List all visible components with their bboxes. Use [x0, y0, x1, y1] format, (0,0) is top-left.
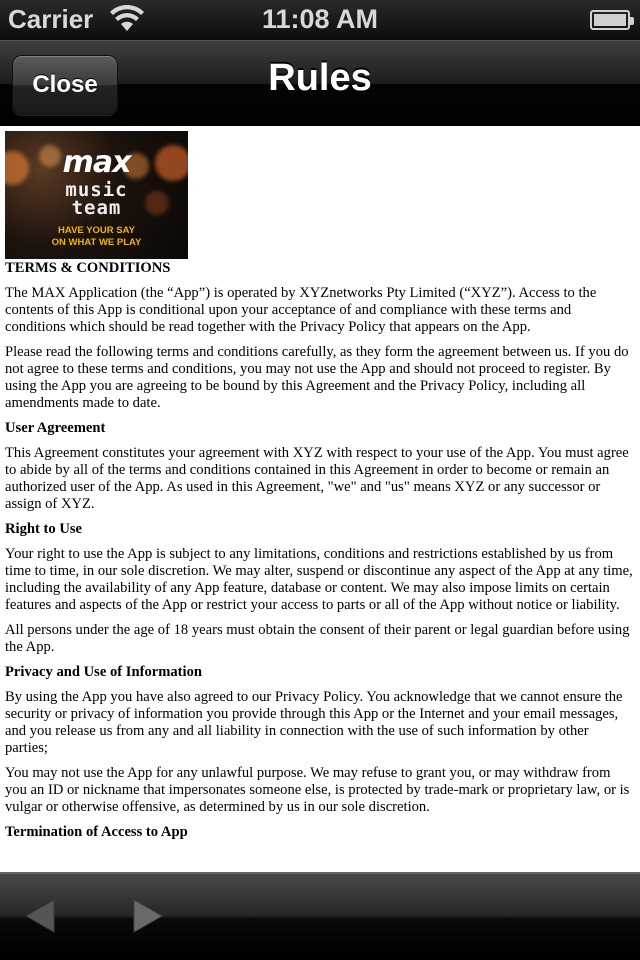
- banner-subtitle-line-2: team: [71, 197, 122, 219]
- battery-nub: [630, 17, 634, 25]
- close-button[interactable]: Close: [12, 55, 118, 115]
- banner-subtitle-line-1: music: [65, 179, 128, 201]
- banner-tagline-line-2: ON WHAT WE PLAY: [51, 237, 142, 248]
- clock: 11:08 AM: [261, 4, 379, 34]
- privacy-paragraph-1: By using the App you have also agreed to our Privacy Policy. You acknowledge that we cannot ensure the security or privacy of information you provide through this App or the Internet and your email messages, and you release us from any and all liability in connection with the use of such information by other parties;: [5, 689, 623, 756]
- section-heading-right-to-use: Right to Use: [5, 521, 83, 537]
- forward-arrow-icon[interactable]: [130, 898, 164, 934]
- max-logo: max: [62, 145, 131, 180]
- bottom-toolbar: [0, 872, 640, 960]
- user-agreement-paragraph: This Agreement constitutes your agreement with XYZ with respect to your use of the App. You must agree to abide by all of the terms and conditions contained in this Agreement in order to become or remain an authorized user of the App. As used in this Agreement, "we" and "us" means XYZ or any successor or assign of XYZ.: [5, 445, 629, 512]
- section-heading-privacy: Privacy and Use of Information: [5, 664, 203, 680]
- privacy-paragraph-2: You may not use the App for any unlawful purpose. We may refuse to grant you, or may withdraw from you an ID or nickname that impersonates someone else, is protected by trade-mark or proprietary law, or is vulgar or otherwise offensive, as determined by us in our sole discretion.: [5, 765, 630, 815]
- back-arrow-icon[interactable]: [24, 898, 58, 934]
- battery-icon: [590, 10, 630, 30]
- banner-subtitle: [5, 181, 188, 217]
- intro-paragraph-1: The MAX Application (the “App”) is operated by XYZnetworks Pty Limited (“XYZ”). Access to the contents of this App is conditional upon your acceptance of and compliance with these terms and conditions which should be read together with the Privacy Policy that appears on the App.: [5, 285, 597, 335]
- right-to-use-paragraph-1: Your right to use the App is subject to any limitations, conditions and restrictions established by us from time to time, in our sole discretion. We may alter, suspend or discontinue any aspect of the App at any time, including the availability of any App feature, database or content. We may also impose limits on certain features and aspects of the App or restrict your access to parts or all of the App without notice or liability.: [5, 546, 633, 613]
- right-to-use-paragraph-2: All persons under the age of 18 years must obtain the consent of their parent or legal guardian before using the App.: [5, 622, 630, 655]
- battery-level: [594, 14, 626, 26]
- page-title: Rules: [268, 57, 372, 99]
- status-bar: [0, 0, 640, 40]
- banner-tagline: [5, 225, 188, 249]
- navigation-bar: [0, 40, 640, 126]
- banner-tagline-line-1: HAVE YOUR SAY: [58, 225, 135, 236]
- carrier-label: Carrier: [8, 4, 94, 34]
- max-music-team-banner: [5, 131, 188, 259]
- section-heading-user-agreement: User Agreement: [5, 420, 106, 436]
- section-heading-termination: Termination of Access to App: [5, 824, 188, 840]
- intro-paragraph-2: Please read the following terms and conditions carefully, as they form the agreement between us. If you do not agree to these terms and conditions, you may not use the App and should not proceed to register. By using the App you are agreeing to be bound by this Agreement and the Privacy Policy, including all amendments made to date.: [5, 344, 629, 411]
- document-title: TERMS & CONDITIONS: [5, 260, 171, 276]
- rules-content[interactable]: [0, 126, 640, 872]
